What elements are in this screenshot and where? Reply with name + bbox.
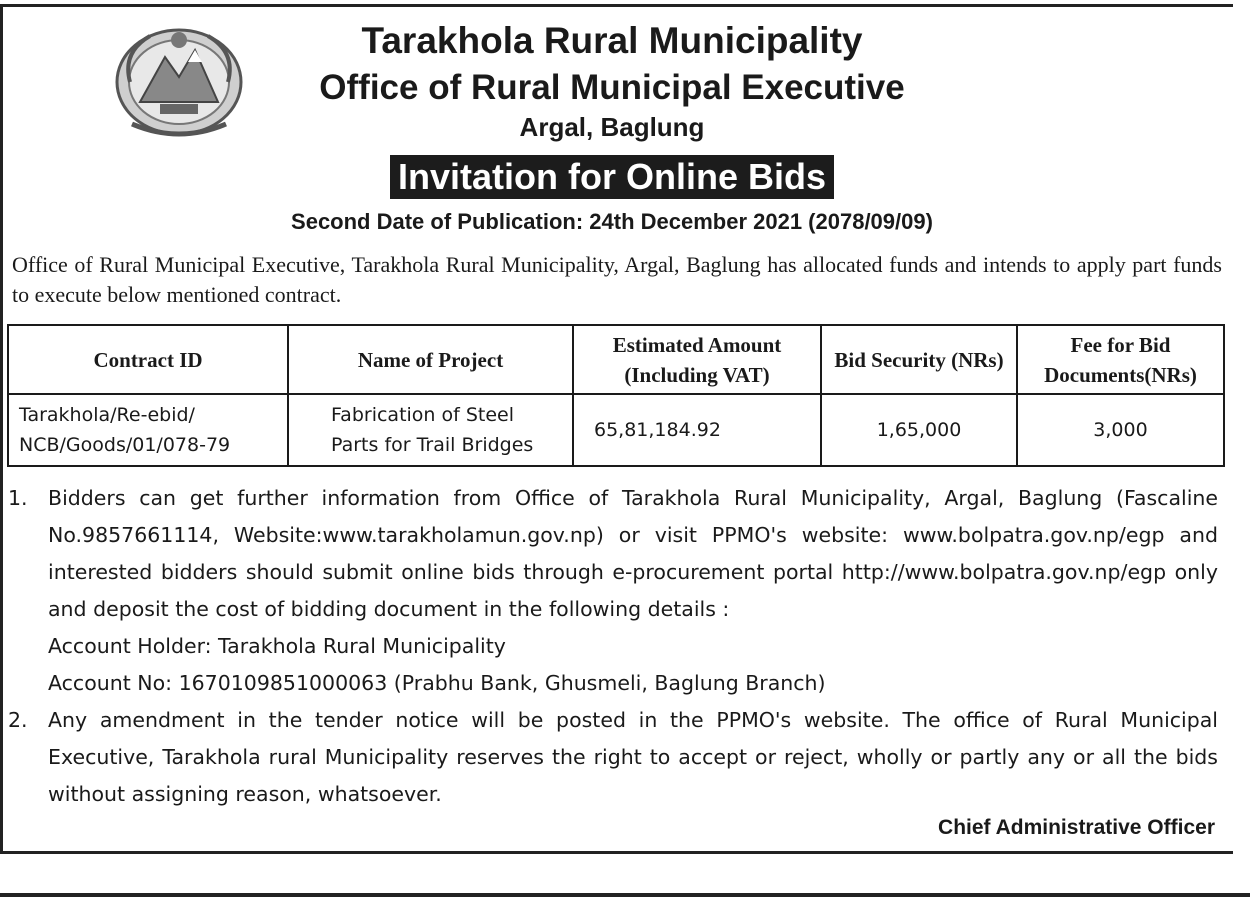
municipality-name: Tarakhola Rural Municipality xyxy=(361,20,863,61)
signatory-title: Chief Administrative Officer xyxy=(938,816,1215,839)
header-estimated-amount: Estimated Amount (Including VAT) xyxy=(573,325,821,394)
notice-title: Invitation for Online Bids xyxy=(390,155,834,199)
list-item xyxy=(8,480,1218,702)
publication-date: Second Date of Publication: 24th December 2021 (2078/09/09) xyxy=(291,209,933,234)
intro-paragraph: Office of Rural Municipal Executive, Tarakhola Rural Municipality, Argal, Baglung has allocated funds and intends to apply part funds to execute below mentioned contract. xyxy=(12,252,1222,307)
note-number: 2. xyxy=(8,708,28,732)
header-project-name: Name of Project xyxy=(288,325,573,394)
cell-bid-security: 1,65,000 xyxy=(821,394,1017,466)
bottom-divider xyxy=(0,893,1250,897)
header-document-fee: Fee for Bid Documents(NRs) xyxy=(1017,325,1224,394)
table-header-row xyxy=(8,325,1224,394)
list-item xyxy=(8,702,1218,813)
cell-contract-id: Tarakhola/Re-ebid/ NCB/Goods/01/078-79 xyxy=(8,394,288,466)
table-row xyxy=(8,394,1224,466)
title-banner xyxy=(0,155,1224,199)
header-bid-security: Bid Security (NRs) xyxy=(821,325,1017,394)
account-holder: Account Holder: Tarakhola Rural Municipality xyxy=(48,634,506,658)
header-contract-id: Contract ID xyxy=(8,325,288,394)
office-location: Argal, Baglung xyxy=(519,112,705,142)
note-text: Any amendment in the tender notice will be posted in the PPMO's website. The office of Rural Municipal Executive, Tarakhola rural Municipality reserves the right to accept or reject, wholly or partly any or all the bids without assigning reason, whatsoever. xyxy=(48,708,1218,806)
note-number: 1. xyxy=(8,486,28,510)
office-name: Office of Rural Municipal Executive xyxy=(319,68,905,107)
cell-estimated-amount: 65,81,184.92 xyxy=(573,394,821,466)
note-text: Bidders can get further information from Office of Tarakhola Rural Municipality, Argal, Baglung (Fascaline No.9857661114, Website:www.tarakholamun.gov.np) or visit PPMO's website: www.bolpatra.gov.np/egp and interested bidders should submit online bids through e-procurement portal http://www.bolpatra.gov.np/egp only and deposit the cost of bidding document in the following details : xyxy=(48,486,1218,621)
cell-document-fee: 3,000 xyxy=(1017,394,1224,466)
notes-list xyxy=(8,480,1218,813)
bid-table xyxy=(7,324,1225,467)
account-number: Account No: 1670109851000063 (Prabhu Bank, Ghusmeli, Baglung Branch) xyxy=(48,671,826,695)
cell-project-name: Fabrication of Steel Parts for Trail Bridges xyxy=(288,394,573,466)
